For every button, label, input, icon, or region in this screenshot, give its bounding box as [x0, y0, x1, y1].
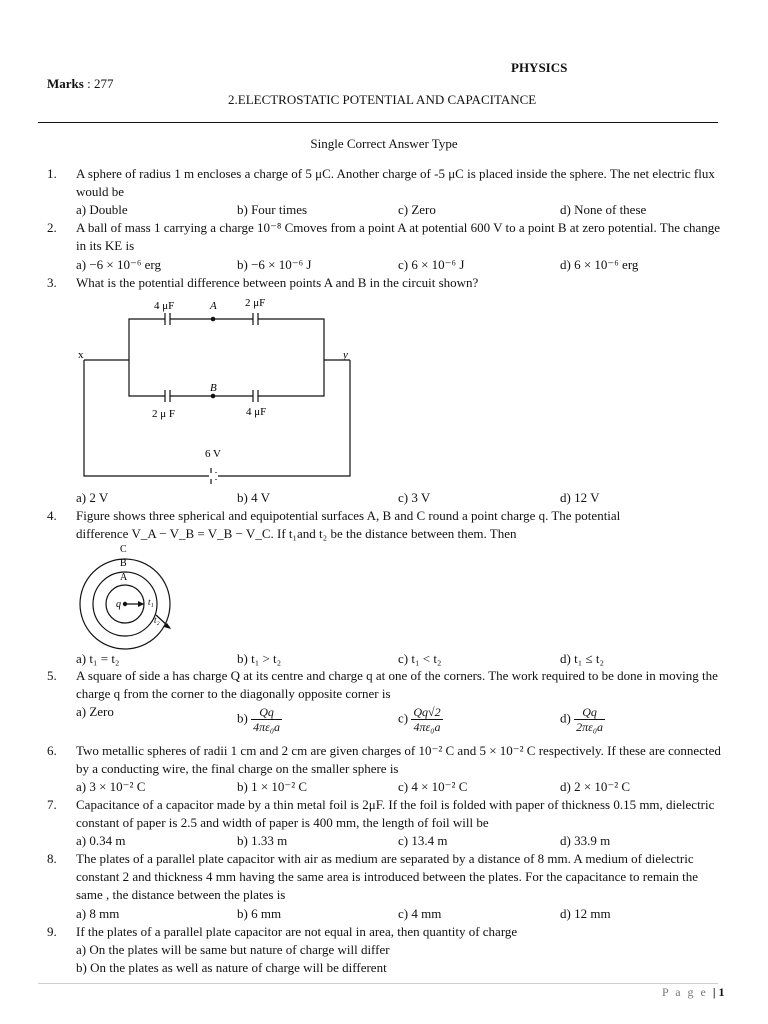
option-a: a) 0.34 m	[76, 833, 126, 848]
footer-divider	[38, 983, 718, 984]
charge-point	[123, 602, 127, 606]
denominator: 2πε₀a	[576, 720, 604, 734]
node-y-label: y	[343, 349, 348, 361]
numerator: Qq	[574, 705, 605, 720]
option-b: b) Four times	[237, 202, 308, 217]
equipotential-diagram	[72, 541, 192, 651]
question-text: A sphere of radius 1 m encloses a charge of 5 μC. Another charge of -5 μC is placed inside the sphere. The net electric flux would be	[76, 166, 715, 199]
option-b: b) 6 mm	[237, 906, 282, 921]
option-d	[560, 705, 605, 734]
option-a: a) t₁ = t₂	[76, 651, 120, 666]
chapter-title: 2.ELECTROSTATIC POTENTIAL AND CAPACITANCE	[228, 92, 537, 107]
option-b: b) 1.33 m	[237, 833, 288, 848]
cap-top-left-label: 4 μF	[154, 300, 175, 312]
question-text-line-1: Figure shows three spherical and equipotential surfaces A, B and C round a point charge q. The potential	[76, 508, 621, 523]
question-number: 6.	[47, 743, 57, 758]
fraction	[411, 705, 442, 734]
option-b	[237, 705, 282, 734]
option-d: d) 2 × 10⁻² C	[560, 779, 631, 794]
option-b-label: b)	[237, 710, 248, 726]
bottom-wire-right	[258, 360, 324, 396]
question-text: What is the potential difference between points A and B in the circuit shown?	[76, 275, 479, 290]
page-label: P a g e	[662, 985, 708, 999]
header-divider	[38, 122, 718, 123]
option-c: c) 6 × 10⁻⁶ J	[398, 257, 465, 272]
fraction	[251, 705, 282, 734]
battery-gap	[209, 473, 218, 479]
option-b: b) t₁ > t₂	[237, 651, 282, 666]
point-b-label: B	[210, 382, 217, 394]
t1-label: t₁	[148, 597, 154, 607]
numerator: Qq	[251, 705, 282, 720]
marks-label: Marks	[47, 76, 84, 91]
cap-bottom-right-label: 4 μF	[246, 406, 267, 418]
question-number: 8.	[47, 851, 57, 866]
option-d: d) t₁ ≤ t₂	[560, 651, 605, 666]
option-c: c) 3 V	[398, 490, 431, 505]
page-footer	[662, 985, 725, 1000]
option-c: c) 4 mm	[398, 906, 442, 921]
node-x-label: x	[78, 349, 84, 361]
option-a: a) On the plates will be same but nature of charge will differ	[76, 942, 390, 957]
denominator: 4πε₀a	[253, 720, 281, 734]
option-a: a) Double	[76, 202, 128, 217]
point-a-label: A	[210, 300, 217, 312]
question-text-line-2: difference V_A − V_B = V_B − V_C. If t₁and t₂ be the distance between them. Then	[76, 526, 517, 541]
cap-top-right-label: 2 μF	[245, 297, 266, 309]
question-number: 2.	[47, 220, 57, 235]
option-b: b) On the plates as well as nature of charge will be different	[76, 960, 387, 975]
question-text: Capacitance of a capacitor made by a thin metal foil is 2μF. If the foil is folded with paper of thickness 0.15 mm, dielectric constant of paper is 2.5 and width of paper is 400 mm, the length of foil will be	[76, 797, 715, 830]
option-c: c) 13.4 m	[398, 833, 448, 848]
top-wire-right	[258, 319, 324, 360]
option-d: d) 33.9 m	[560, 833, 611, 848]
option-a: a) −6 × 10⁻⁶ erg	[76, 257, 162, 272]
t1-arrow-head	[138, 601, 144, 607]
fraction	[574, 705, 605, 734]
section-title: Single Correct Answer Type	[310, 136, 458, 151]
denominator: 4πε₀a	[413, 720, 441, 734]
node-a	[211, 317, 216, 322]
bottom-wire-left	[129, 360, 165, 396]
question-number: 4.	[47, 508, 57, 523]
option-c: c) t₁ < t₂	[398, 651, 442, 666]
option-a: a) 3 × 10⁻² C	[76, 779, 146, 794]
question-text: If the plates of a parallel plate capacitor are not equal in area, then quantity of charge	[76, 924, 518, 939]
node-b	[211, 394, 216, 399]
top-wire-left	[129, 319, 165, 360]
option-b: b) −6 × 10⁻⁶ J	[237, 257, 312, 272]
option-d-label: d)	[560, 710, 571, 726]
page-number: | 1	[712, 985, 725, 999]
option-b: b) 1 × 10⁻² C	[237, 779, 308, 794]
marks	[47, 76, 113, 92]
question-number: 7.	[47, 797, 57, 812]
cap-bottom-left-label: 2 μ F	[152, 408, 176, 420]
question-text: Two metallic spheres of radii 1 cm and 2 cm are given charges of 10⁻² C and 5 × 10⁻² C respectively. If these are connected by a conducting wire, the final charge on the smaller sphere is	[76, 743, 721, 776]
option-c: c) 4 × 10⁻² C	[398, 779, 468, 794]
option-a: a) 2 V	[76, 490, 109, 505]
sphere-c-label: C	[120, 544, 127, 555]
option-d: d) 12 V	[560, 490, 600, 505]
battery-label: 6 V	[205, 448, 221, 460]
question-text: A ball of mass 1 carrying a charge 10⁻⁸ Cmoves from a point A at potential 600 V to a point B at zero potential. The change in its KE is	[76, 220, 721, 253]
option-c	[398, 705, 443, 734]
t2-label: t₂	[154, 615, 160, 625]
charge-label: q	[116, 599, 121, 610]
option-a: a) 8 mm	[76, 906, 120, 921]
numerator: Qq√2	[413, 705, 441, 719]
question-number: 1.	[47, 166, 57, 181]
question-number: 5.	[47, 668, 57, 683]
option-c-label: c)	[398, 710, 409, 726]
question-text: The plates of a parallel plate capacitor with air as medium are separated by a distance of 8 mm. A medium of dielectric constant 2 and thickness 4 mm having the same area is introduced between the plates. For the capacitance to remain the same , the distance between the plates is	[76, 851, 698, 902]
option-a: a) Zero	[76, 704, 114, 719]
question-text: A square of side a has charge Q at its centre and charge q at one of the corners. The work required to be done in moving the charge q from the corner to the diagonally opposite corner is	[76, 668, 718, 701]
option-d: d) None of these	[560, 202, 647, 217]
sphere-b-label: B	[120, 558, 127, 569]
option-d: d) 12 mm	[560, 906, 611, 921]
question-number: 9.	[47, 924, 57, 939]
subject-title: PHYSICS	[511, 60, 568, 75]
option-c: c) Zero	[398, 202, 436, 217]
option-d: d) 6 × 10⁻⁶ erg	[560, 257, 639, 272]
question-number: 3.	[47, 275, 57, 290]
option-b: b) 4 V	[237, 490, 270, 505]
sphere-a-label: A	[120, 572, 128, 583]
marks-value: : 277	[87, 76, 114, 91]
circuit-diagram	[70, 292, 370, 488]
